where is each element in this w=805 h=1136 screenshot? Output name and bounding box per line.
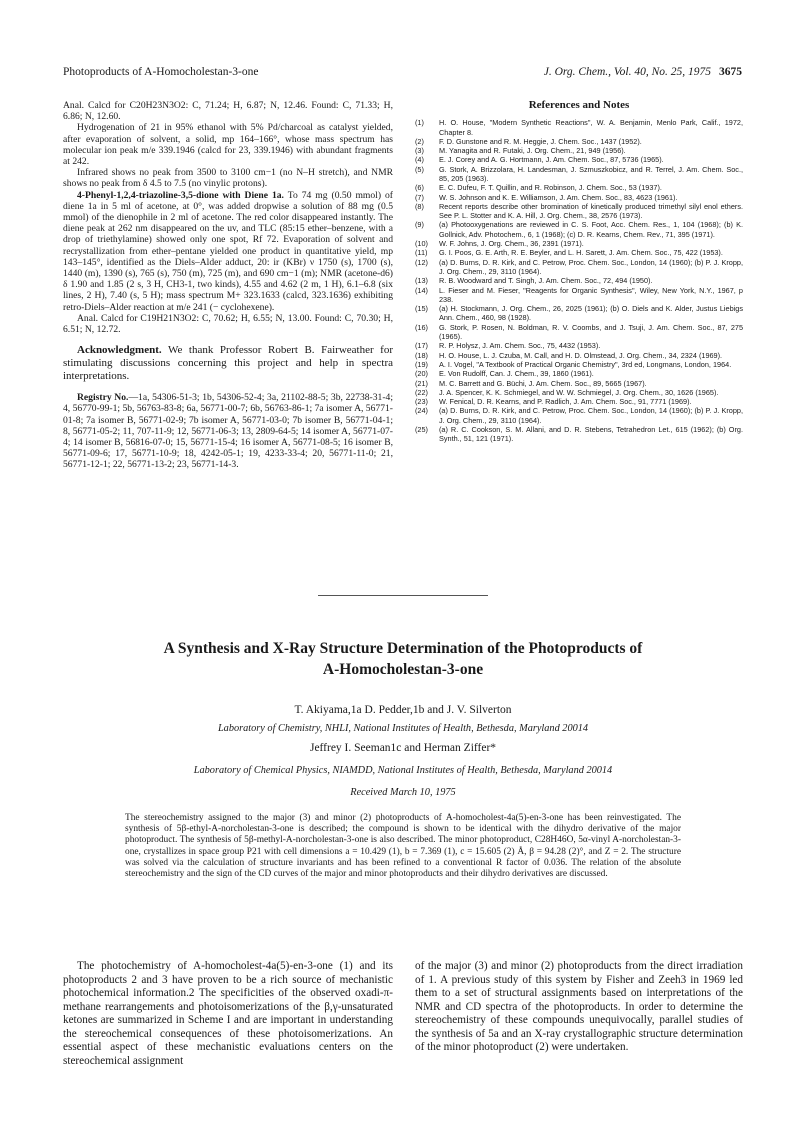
reference-text: (a) R. C. Cookson, S. M. Allani, and D. R. Stebens, Tetrahedron Let., 615 (1962); (b) Org. Synth., 51, 121 (1971). — [439, 425, 743, 444]
acknowledgment-heading: Acknowledgment. — [77, 344, 162, 357]
reference-item — [415, 304, 743, 323]
reference-item — [415, 369, 743, 378]
reference-text: (a) D. Burns, D. R. Kirk, and C. Petrow, Proc. Chem. Soc., London, 14 (1960); (b) P. J. Kropp, J. Org. Chem., 29, 3110 (1964). — [439, 257, 743, 276]
triazoline-heading: 4-Phenyl-1,2,4-triazoline-3,5-dione with Diene 1a. — [77, 189, 284, 201]
reference-text: (a) Photooxygenations are reviewed in C. S. Foot, Acc. Chem. Res., 1, 104 (1968); (b) K. Gollnick, Adv. Photochem., 6, 1 (1968); (c) D. R. Kearns, Chem. Rev., 71, 395 (1971). — [439, 220, 743, 239]
hydrogenation-paragraph: Hydrogenation of 21 in 95% ethanol with 5% Pd/charcoal as catalyst yielded, after evaporation of solvent, a solid, mp 164–166°, whose mass spectrum has molecular ion peak m/e 339.1946 (calcd for 23, 339.1946) with abundant fragments at 242. — [63, 122, 393, 168]
reference-item — [415, 239, 743, 248]
reference-item — [415, 155, 743, 164]
reference-text: (a) D. Burns, D. R. Kirk, and C. Petrow, Proc. Chem. Soc., London, 14 (1960); (b) P. J. Kropp, J. Org. Chem., 29, 3110 (1964). — [439, 406, 743, 425]
reference-item — [415, 248, 743, 257]
acknowledgment: Acknowledgment. We thank Professor Robert B. Fairweather for stimulating discussions concerning this project and help in spectra interpretations. — [63, 344, 393, 383]
reference-number: (1) — [415, 118, 424, 128]
reference-item — [415, 258, 743, 277]
reference-number: (24) — [415, 406, 428, 416]
reference-number: (13) — [415, 276, 428, 286]
reference-item — [415, 360, 743, 369]
reference-text: E. C. Dufeu, F. T. Quillin, and R. Robinson, J. Chem. Soc., 53 (1937). — [439, 183, 662, 193]
intro-paragraph: The photochemistry of A-homocholest-4a(5)-en-3-one (1) and its photoproducts 2 and 3 have proven to be a rich source of mechanistic photochemical information.2 The specificities of the observed oxadi-π-methane rearrangements and photoisomerizations of the β,γ-unsaturated ketones are summarized in Scheme I and are important in understanding the stereochemical consequences of these photoisomerizations. An essential aspect of these mechanistic evaluations centers on the stereochemical assignment — [63, 960, 393, 1067]
reference-number: (9) — [415, 220, 424, 230]
registry-numbers: Registry No.—1a, 54306-51-3; 1b, 54306-52-4; 3a, 21102-88-5; 3b, 22738-31-4; 4, 56770-99-1; 5b, 56763-83-8; 6a, 56771-00-7; 6b, 56763-86-1; 7a isomer A, 56771-01-8; 7a isomer B, 56771-02-9; 7b isomer A, 56771-03-0; 7b isomer B, 56771-04-1; 8, 56771-05-2; 11, 707-11-9; 12, 56771-06-3; 13, 2809-64-5; 14 isomer A, 56771-07-4; 14 isomer B, 56816-07-0; 15, 56771-15-4; 16 isomer A, 56771-08-5; 16 isomer B, 56771-09-6; 17, 56771-10-9; 18, 4242-05-1; 19, 4233-33-4; 20, 56771-11-0; 21, 56771-12-1; 22, 56771-13-2; 23, 56771-14-3. — [63, 392, 394, 471]
reference-number: (4) — [415, 155, 424, 165]
reference-number: (15) — [415, 304, 428, 314]
reference-number: (18) — [415, 350, 428, 360]
journal-citation: J. Org. Chem., Vol. 40, No. 25, 1975 3675 — [543, 66, 742, 78]
infrared-paragraph: Infrared shows no peak from 3500 to 3100 cm−1 (no N–H stretch), and NMR shows no peak from δ 4.5 to 7.5 (no vinylic protons). — [63, 167, 393, 190]
reference-text: R. B. Woodward and T. Singh, J. Am. Chem. Soc., 72, 494 (1950). — [439, 276, 653, 286]
analysis-paragraph-1: Anal. Calcd for C20H23N3O2: C, 71.24; H, 6.87; N, 12.46. Found: C, 71.33; H, 6.86; N, 12.60. — [63, 100, 393, 123]
reference-number: (17) — [415, 341, 428, 351]
reference-number: (11) — [415, 248, 428, 258]
reference-number: (20) — [415, 369, 428, 379]
reference-text: W. F. Johns, J. Org. Chem., 36, 2391 (1971). — [439, 239, 584, 249]
page-number: 3675 — [719, 66, 742, 78]
reference-number: (10) — [415, 239, 428, 249]
reference-item — [415, 146, 743, 155]
reference-item — [415, 202, 743, 221]
body-column-left — [63, 960, 393, 1068]
body-column-right — [415, 960, 743, 1055]
reference-number: (5) — [415, 164, 424, 174]
reference-text: G. I. Poos, G. E. Arth, R. E. Beyler, and L. H. Sarett, J. Am. Chem. Soc., 75, 422 (1953). — [439, 248, 723, 258]
reference-number: (16) — [415, 322, 428, 332]
reference-number: (14) — [415, 285, 428, 295]
reference-number: (7) — [415, 192, 424, 202]
reference-text: F. D. Gunstone and R. M. Heggie, J. Chem. Soc., 1437 (1952). — [439, 136, 642, 146]
reference-number: (3) — [415, 146, 424, 156]
triazoline-paragraph: 4-Phenyl-1,2,4-triazoline-3,5-dione with Diene 1a. To 74 mg (0.50 mmol) of diene 1a in 5 ml of acetone, at 0°, was added dropwise a solution of 88 mg (0.5 mmol) of the dienophile in 2 ml of acetone. The red color disappeared instantly. The diene peak at 262 nm disappeared on the uv, and TLC (85:15 ether–benzene, with a drop of triethylamine) showed only one spot, Rf 72. Evaporation of solvent and recrystallization from ether–pentane yielded one product in quantitative yield, mp 143–145°, identified as the Diels–Alder adduct, 20: ir (KBr) ν 1750 (s), 1700 (s), 1440 (m), 1390 (s), 765 (s), 750 (m), 725 (m), and 690 cm−1 (m); NMR (acetone-d6) δ 1.90 and 1.85 (2 s, 3 H, CH3-1, two kinds), 4.55 and 4.62 (2 m, 1 H), 6.1–6.8 (six lines, 2 H), 7.40 (s, 5 H); mass spectrum M+ 323.1633 (calcd, 323.1636) exhibiting retro-Diels–Alder reaction at m/e 241 (− cyclohexene). — [63, 189, 393, 313]
reference-number: (19) — [415, 359, 428, 369]
references-column — [415, 100, 743, 444]
reference-item — [415, 406, 743, 425]
reference-text: G. Stork, A. Brizzolara, H. Landesman, J. Szmuszkobicz, and R. Terrel, J. Am. Chem. Soc., 85, 205 (1963). — [439, 164, 743, 183]
reference-item — [415, 276, 743, 285]
reference-item — [415, 425, 743, 444]
reference-text: G. Stork, P. Rosen, N. Boldman, R. V. Coombs, and J. Tsuji, J. Am. Chem. Soc., 87, 275 (1965). — [439, 322, 743, 342]
reference-item — [415, 286, 743, 305]
reference-item — [415, 118, 743, 137]
reference-number: (2) — [415, 136, 424, 146]
reference-text: E. Von Rudolff, Can. J. Chem., 39, 1860 (1961). — [439, 369, 594, 379]
article-title: A Synthesis and X-Ray Structure Determination of the Photoproducts of A-Homocholestan-3-one — [163, 640, 643, 678]
authors-line-2: Jeffrey I. Seeman1c and Herman Ziffer* — [309, 742, 497, 754]
reference-text: L. Fieser and M. Fieser, "Reagents for Organic Synthesis", Wiley, New York, N.Y., 1967, p 238. — [439, 285, 743, 304]
abstract: The stereochemistry assigned to the major (3) and minor (2) photoproducts of A-homocholest-4a(5)-en-3-one has been reinvestigated. The synthesis of 5β-ethyl-A-norcholestan-3-one is described; the compound is shown to be identical with the dihydro derivative of the major photoproduct. The synthesis of 5β-methyl-A-norcholestan-3-one is also described. The minor photoproduct, C28H46O, 5α-vinyl A-norcholestan-3-one, crystallizes in space group P21 with cell dimensions a = 10.429 (1), b = 7.369 (1), c = 15.605 (2) Å, β = 94.28 (2)°, and Z = 2. The structure was solved via the calculation of structure invariants and has been refined to a conventional R factor of 0.036. The relation of the absolute stereochemistry and the sign of the CD curves of the major and minor photoproducts and their dihydro derivatives are discussed. — [125, 813, 681, 880]
references-list — [415, 118, 743, 443]
reference-text: M. Yanagita and R. Futaki, J. Org. Chem., 21, 949 (1956). — [439, 146, 626, 156]
reference-number: (25) — [415, 425, 428, 434]
running-title: Photoproducts of A-Homocholestan-3-one — [63, 66, 259, 78]
reference-text: J. A. Spencer, K. K. Schmiegel, and W. W. Schmiegel, J. Org. Chem., 30, 1626 (1965). — [439, 387, 719, 397]
reference-item — [415, 397, 743, 406]
reference-text: W. S. Johnson and K. E. Williamson, J. Am. Chem. Soc., 83, 4623 (1961). — [439, 192, 678, 202]
reference-item — [415, 341, 743, 350]
reference-item — [415, 165, 743, 184]
reference-item — [415, 137, 743, 146]
experimental-column — [63, 100, 393, 471]
reference-item — [415, 323, 743, 342]
reference-text: H. O. House, "Modern Synthetic Reactions", W. A. Benjamin, Menlo Park, Calif., 1972, Chapter 8. — [439, 118, 743, 137]
reference-number: (8) — [415, 201, 424, 211]
affiliation-2: Laboratory of Chemical Physics, NIAMDD, National Institutes of Health, Bethesda, Maryland 20014 — [193, 765, 613, 776]
reference-text: A. I. Vogel, "A Textbook of Practical Organic Chemistry", 3rd ed, Longmans, London, 1964. — [439, 359, 732, 369]
reference-text: E. J. Corey and A. G. Hortmann, J. Am. Chem. Soc., 87, 5736 (1965). — [439, 155, 664, 165]
reference-item — [415, 193, 743, 202]
reference-number: (21) — [415, 378, 428, 388]
reference-item — [415, 351, 743, 360]
registry-heading: Registry No. — [77, 392, 129, 404]
reference-text: H. O. House, L. J. Czuba, M. Call, and H. D. Olmstead, J. Org. Chem., 34, 2324 (1969). — [439, 350, 723, 360]
affiliation-1: Laboratory of Chemistry, NHLI, National Institutes of Health, Bethesda, Maryland 20014 — [217, 723, 589, 734]
reference-item — [415, 388, 743, 397]
reference-number: (12) — [415, 257, 428, 267]
reference-text: Recent reports describe other bromination of kinetically produced trimethyl silyl enol ethers. See P. L. Stotter and K. A. Hill, J. Org. Chem., 38, 2576 (1973). — [439, 201, 743, 221]
section-divider — [318, 595, 488, 596]
reference-number: (22) — [415, 387, 428, 397]
reference-item — [415, 220, 743, 239]
intro-paragraph-continued: of the major (3) and minor (2) photoproducts from the direct irradiation of 1. A previous study of this system by Fisher and Zeeh3 in 1969 led them to a set of structural assignments based on interpretations of the NMR and CD spectra of the photoproducts. In order to determine the stereochemistry of these compounds unequivocally, parallel studies of the synthesis of 5a and an X-ray crystallographic structure determination of the minor photoproduct (2) were undertaken. — [415, 960, 743, 1053]
reference-text: W. Fenical, D. R. Kearns, and P. Radlich, J. Am. Chem. Soc., 91, 7771 (1969). — [439, 397, 692, 407]
reference-text: R. P. Holysz, J. Am. Chem. Soc., 75, 4432 (1953). — [439, 341, 601, 351]
running-header — [63, 66, 742, 82]
references-heading: References and Notes — [528, 99, 630, 111]
received-date: Received March 10, 1975 — [350, 787, 456, 798]
analysis-paragraph-2: Anal. Calcd for C19H21N3O2: C, 70.62; H, 6.55; N, 13.00. Found: C, 70.30; H, 6.51; N, 12.72. — [63, 312, 393, 336]
authors-line-1: T. Akiyama,1a D. Pedder,1b and J. V. Silverton — [294, 704, 512, 716]
reference-text: M. C. Barrett and G. Büchi, J. Am. Chem. Soc., 89, 5665 (1967). — [439, 378, 647, 388]
reference-item — [415, 183, 743, 192]
reference-number: (23) — [415, 397, 428, 407]
reference-text: (a) H. Stockmann, J. Org. Chem., 26, 2025 (1961); (b) O. Diels and K. Alder, Justus Liebigs Ann. Chem., 460, 98 (1928). — [439, 304, 743, 323]
reference-item — [415, 379, 743, 388]
reference-number: (6) — [415, 183, 424, 193]
